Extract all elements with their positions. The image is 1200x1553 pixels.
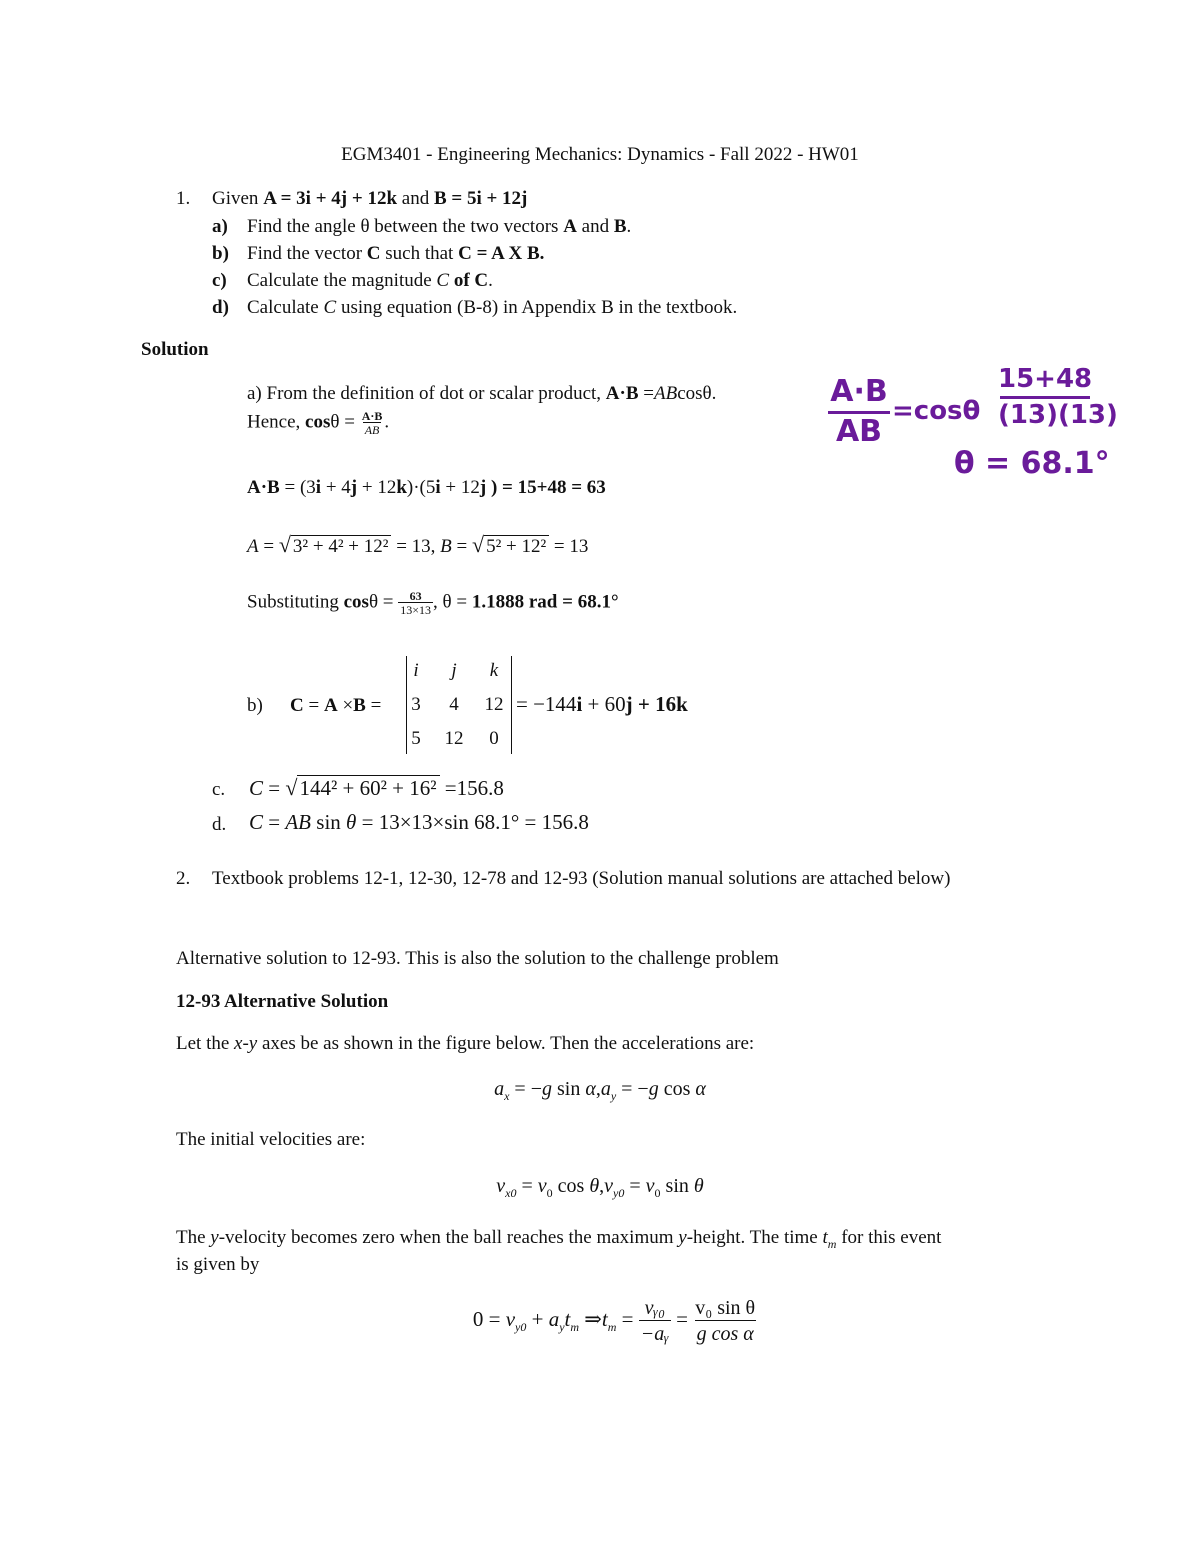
solution-d-label: d. — [212, 814, 227, 835]
acceleration-equation: $a_x = -g$ $\sin \alpha,a_y = -g$ cos α — [494, 1078, 706, 1103]
matrix-cell: k — [489, 660, 499, 681]
theta-fraction: $\frac{63}{13\times 13}$ — [400, 589, 432, 617]
hw-line1-rhs: =cosθ — [892, 396, 981, 426]
matrix-cell: i — [413, 660, 419, 681]
item-c-text: Calculate the magnitude C of C. — [247, 270, 493, 291]
magnitudes-line: A = √ 3² + 4² + 12² = 13, B = √ 5² + 12² = 13 — [247, 532, 589, 557]
cos-fraction: $\frac{A\cdot B}{AB}$ — [361, 409, 383, 437]
hw-line1-den: AB — [835, 414, 883, 449]
y-velocity-text: The y-velocity becomes zero when the ball reaches the maximum y-height. The time $t_m$ for this event — [176, 1227, 942, 1251]
velocity-equation: $v_{x0} = v_0$ $\cos \theta,v_{y0} = v_0$ sin θ — [496, 1175, 704, 1200]
document-title: EGM3401 - Engineering Mechanics: Dynamics - Fall 2022 - HW01 — [341, 144, 859, 165]
matrix-cell: 12 — [484, 694, 504, 715]
determinant-matrix — [406, 656, 512, 754]
hw-line1-num: A·B — [830, 374, 888, 409]
tm-fraction-1: $\frac{\text{vᵧ₀}}{\text{−aᵧ}}$ — [640, 1297, 669, 1345]
item-d-label: d) — [212, 297, 229, 318]
axes-line: Let the x-y axes be as shown in the figure below. Then the accelerations are: — [176, 1033, 755, 1054]
hw-line2-den: (13)(13) — [998, 400, 1118, 430]
item-b-label: b) — [212, 243, 229, 264]
hw-line2-bar — [1000, 396, 1090, 399]
solution-c-label: c. — [212, 779, 226, 800]
solution-heading: Solution — [141, 339, 209, 360]
tm-fraction-2: $\frac{\text{v₀ sin θ}}{\text{g cos α}}$ — [695, 1297, 756, 1345]
item-a-label: a) — [212, 216, 228, 237]
initial-velocities-text: The initial velocities are: — [176, 1129, 366, 1150]
magnitude-c-line: C = √144² + 60² + 16² =156.8 — [249, 775, 504, 800]
item-b-text: Find the vector C such that C = A X B. — [247, 243, 545, 264]
matrix-cell: 12 — [444, 728, 464, 749]
hw-line2-num: 15+48 — [998, 364, 1093, 394]
problem-1-given: Given A = 3i + 4j + 12k and B = 5i + 12j — [212, 188, 528, 209]
y-velocity-text-line2: is given by — [176, 1254, 260, 1275]
magnitude-d-line: C = AB sin θ = 13×13×sin 68.1° = 156.8 — [249, 810, 589, 834]
problem-1-number: 1. — [176, 188, 191, 209]
alternative-intro: Alternative solution to 12-93. This is also the solution to the challenge problem — [176, 948, 779, 969]
solution-a-line1: a) From the definition of dot or scalar product, A·B =ABcosθ. — [247, 383, 717, 404]
substituting-line: Substituting cosθ = $\frac{63}{13\times 13}$ , θ = 1.1888 rad = 68.1° — [247, 589, 619, 617]
time-max-equation: $0 = v_{y0} + a_yt_m$ $\Rightarrow t_m$ = $\frac{\text{vᵧ₀}}{\text{−aᵧ}}$ = $\frac{\text{v₀ sin θ}}{\text{g cos α}}$ — [472, 1297, 756, 1345]
matrix-cell: 0 — [489, 728, 499, 749]
hw-line3: θ = 68.1° — [954, 446, 1110, 481]
item-a-text: Find the angle θ between the two vectors A and B. — [247, 216, 632, 237]
item-d-text: Calculate C using equation (B-8) in Appendix B in the textbook. — [247, 297, 738, 318]
cross-product-lhs: C = A ×B = — [290, 695, 382, 716]
alternative-heading: 12-93 Alternative Solution — [176, 991, 389, 1012]
item-c-label: c) — [212, 270, 227, 291]
dot-product-line: A·B = (3i + 4j + 12k)·(5i + 12j ) = 15+48 = 63 — [247, 477, 606, 498]
solution-a-line2: Hence, cosθ = $\frac{A\cdot B}{AB}$ . — [247, 409, 390, 437]
matrix-cell: j — [451, 660, 457, 681]
solution-b-label: b) — [247, 695, 263, 716]
matrix-cell: 5 — [411, 728, 421, 749]
cross-product-result: = −144i + 60j + 16k — [516, 692, 688, 716]
matrix-cell: 4 — [449, 694, 459, 715]
problem-2-number: 2. — [176, 868, 191, 889]
problem-2-text: Textbook problems 12-1, 12-30, 12-78 and 12-93 (Solution manual solutions are attached below) — [212, 868, 951, 889]
matrix-cell: 3 — [411, 694, 421, 715]
